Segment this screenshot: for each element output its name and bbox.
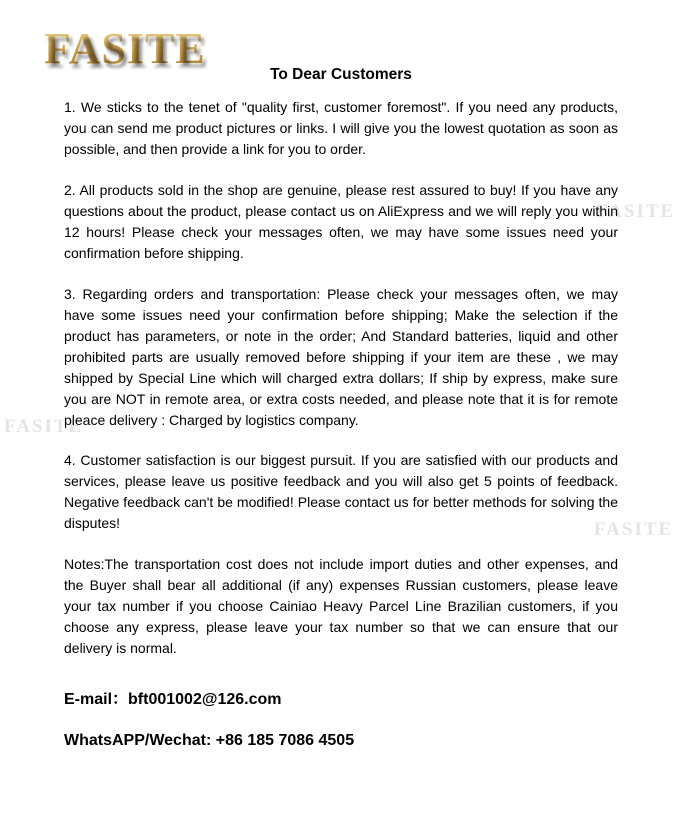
document-title: To Dear Customers [270, 66, 412, 83]
watermark-text: FASITE [594, 519, 674, 540]
contact-email: E-mail：bft001002@126.com [64, 691, 282, 708]
paragraph-notes: Notes:The transportation cost does not include import duties and other expenses, and the Buyer shall bear all additional (if any) expenses Russian customers, please leave your tax number if you choose Cainiao Heavy Parcel Line Brazilian customers, if you choose any express, please leave your tax number so that we can ensure that our delivery is normal. [64, 556, 618, 656]
contact-whatsapp: WhatsAPP/Wechat: +86 185 7086 4505 [64, 732, 355, 749]
watermark-text: FASITE [596, 201, 676, 222]
paragraph-orders-transport: 3. Regarding orders and transportation: Please check your messages often, we may have some issues need your confirmation before shipping; Make the selection if the product has parameters, or note in the order; And Standard batteries, liquid and other prohibited parts are usually removed before shipping if your item are these , we may shipped by Special Line which will charged extra dollars; If ship by express, make sure you are NOT in remote area, or extra costs needed, and please note that it is for remote pleace delivery : Charged by logistics company. [64, 286, 618, 428]
paragraph-satisfaction: 4. Customer satisfaction is our biggest pursuit. If you are satisfied with our products and services, please leave us positive feedback and you will also get 5 points of feedback. Negative feedback can't be modified! Please contact us for better methods for solving the disputes! [64, 452, 618, 531]
paragraph-genuine: 2. All products sold in the shop are genuine, please rest assured to buy! If you have any questions about the product, please contact us on AliExpress and we will reply you within 12 hours! Please check your messages often, we may have some issues need your confirmation before shipping. [64, 182, 618, 261]
paragraph-quality: 1. We sticks to the tenet of "quality first, customer foremost". If you need any products, you can send me product pictures or links. I will give you the lowest quotation as soon as possible, and then provide a link for you to order. [64, 99, 618, 157]
brand-logo: FASITE [44, 24, 206, 73]
watermark-text: FASITE [4, 416, 84, 437]
